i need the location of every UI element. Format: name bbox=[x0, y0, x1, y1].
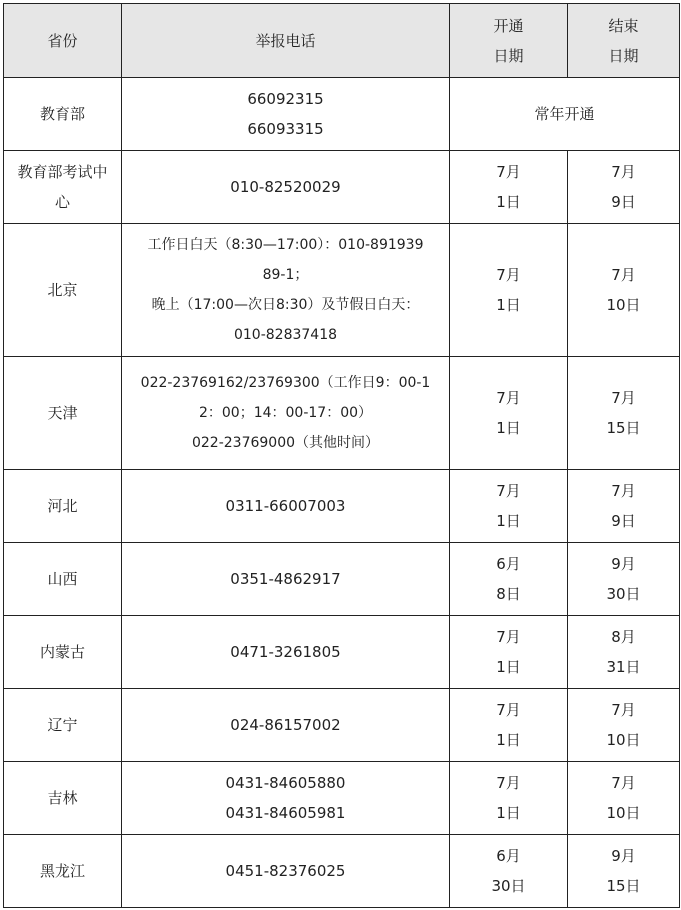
close-date-cell: 7月 9日 bbox=[568, 470, 680, 543]
table-row bbox=[4, 224, 680, 357]
table-row bbox=[4, 762, 680, 835]
open-date-cell: 7月 1日 bbox=[450, 689, 568, 762]
table-row bbox=[4, 835, 680, 908]
phone-cell: 010-82520029 bbox=[122, 151, 450, 224]
table-row bbox=[4, 357, 680, 470]
open-date-cell: 7月 1日 bbox=[450, 762, 568, 835]
phone-cell: 0451-82376025 bbox=[122, 835, 450, 908]
table-row bbox=[4, 543, 680, 616]
province-cell: 辽宁 bbox=[4, 689, 122, 762]
phone-cell: 0311-66007003 bbox=[122, 470, 450, 543]
province-cell: 吉林 bbox=[4, 762, 122, 835]
close-date-cell: 7月 9日 bbox=[568, 151, 680, 224]
close-date-cell: 9月 30日 bbox=[568, 543, 680, 616]
header-close-date: 结束 日期 bbox=[568, 4, 680, 78]
province-cell: 河北 bbox=[4, 470, 122, 543]
phone-cell: 工作日白天（8:30—17:00）：010-891939 89-1； 晚上（17:00—次日8:30）及节假日白天： 010-82837418 bbox=[122, 224, 450, 357]
hotline-table bbox=[3, 3, 680, 908]
open-date-cell: 7月 1日 bbox=[450, 616, 568, 689]
close-date-cell: 7月 10日 bbox=[568, 689, 680, 762]
table-row bbox=[4, 616, 680, 689]
close-date-cell: 7月 10日 bbox=[568, 762, 680, 835]
table-row bbox=[4, 689, 680, 762]
table-row bbox=[4, 470, 680, 543]
header-province: 省份 bbox=[4, 4, 122, 78]
province-cell: 内蒙古 bbox=[4, 616, 122, 689]
province-cell: 山西 bbox=[4, 543, 122, 616]
open-date-cell: 7月 1日 bbox=[450, 357, 568, 470]
close-date-cell: 7月 10日 bbox=[568, 224, 680, 357]
province-cell: 天津 bbox=[4, 357, 122, 470]
open-all-year-cell: 常年开通 bbox=[450, 78, 680, 151]
province-cell: 教育部考试中 心 bbox=[4, 151, 122, 224]
province-cell: 教育部 bbox=[4, 78, 122, 151]
open-date-cell: 7月 1日 bbox=[450, 470, 568, 543]
open-date-cell: 7月 1日 bbox=[450, 224, 568, 357]
open-date-cell: 6月 8日 bbox=[450, 543, 568, 616]
open-date-cell: 7月 1日 bbox=[450, 151, 568, 224]
close-date-cell: 9月 15日 bbox=[568, 835, 680, 908]
close-date-cell: 7月 15日 bbox=[568, 357, 680, 470]
phone-cell: 66092315 66093315 bbox=[122, 78, 450, 151]
header-row bbox=[4, 4, 680, 78]
phone-cell: 024-86157002 bbox=[122, 689, 450, 762]
table-row bbox=[4, 78, 680, 151]
header-phone: 举报电话 bbox=[122, 4, 450, 78]
table-row bbox=[4, 151, 680, 224]
close-date-cell: 8月 31日 bbox=[568, 616, 680, 689]
province-cell: 北京 bbox=[4, 224, 122, 357]
open-date-cell: 6月 30日 bbox=[450, 835, 568, 908]
phone-cell: 0471-3261805 bbox=[122, 616, 450, 689]
header-open-date: 开通 日期 bbox=[450, 4, 568, 78]
phone-cell: 0351-4862917 bbox=[122, 543, 450, 616]
province-cell: 黑龙江 bbox=[4, 835, 122, 908]
phone-cell: 022-23769162/23769300（工作日9：00-1 2：00；14：00-17：00） 022-23769000（其他时间） bbox=[122, 357, 450, 470]
phone-cell: 0431-84605880 0431-84605981 bbox=[122, 762, 450, 835]
